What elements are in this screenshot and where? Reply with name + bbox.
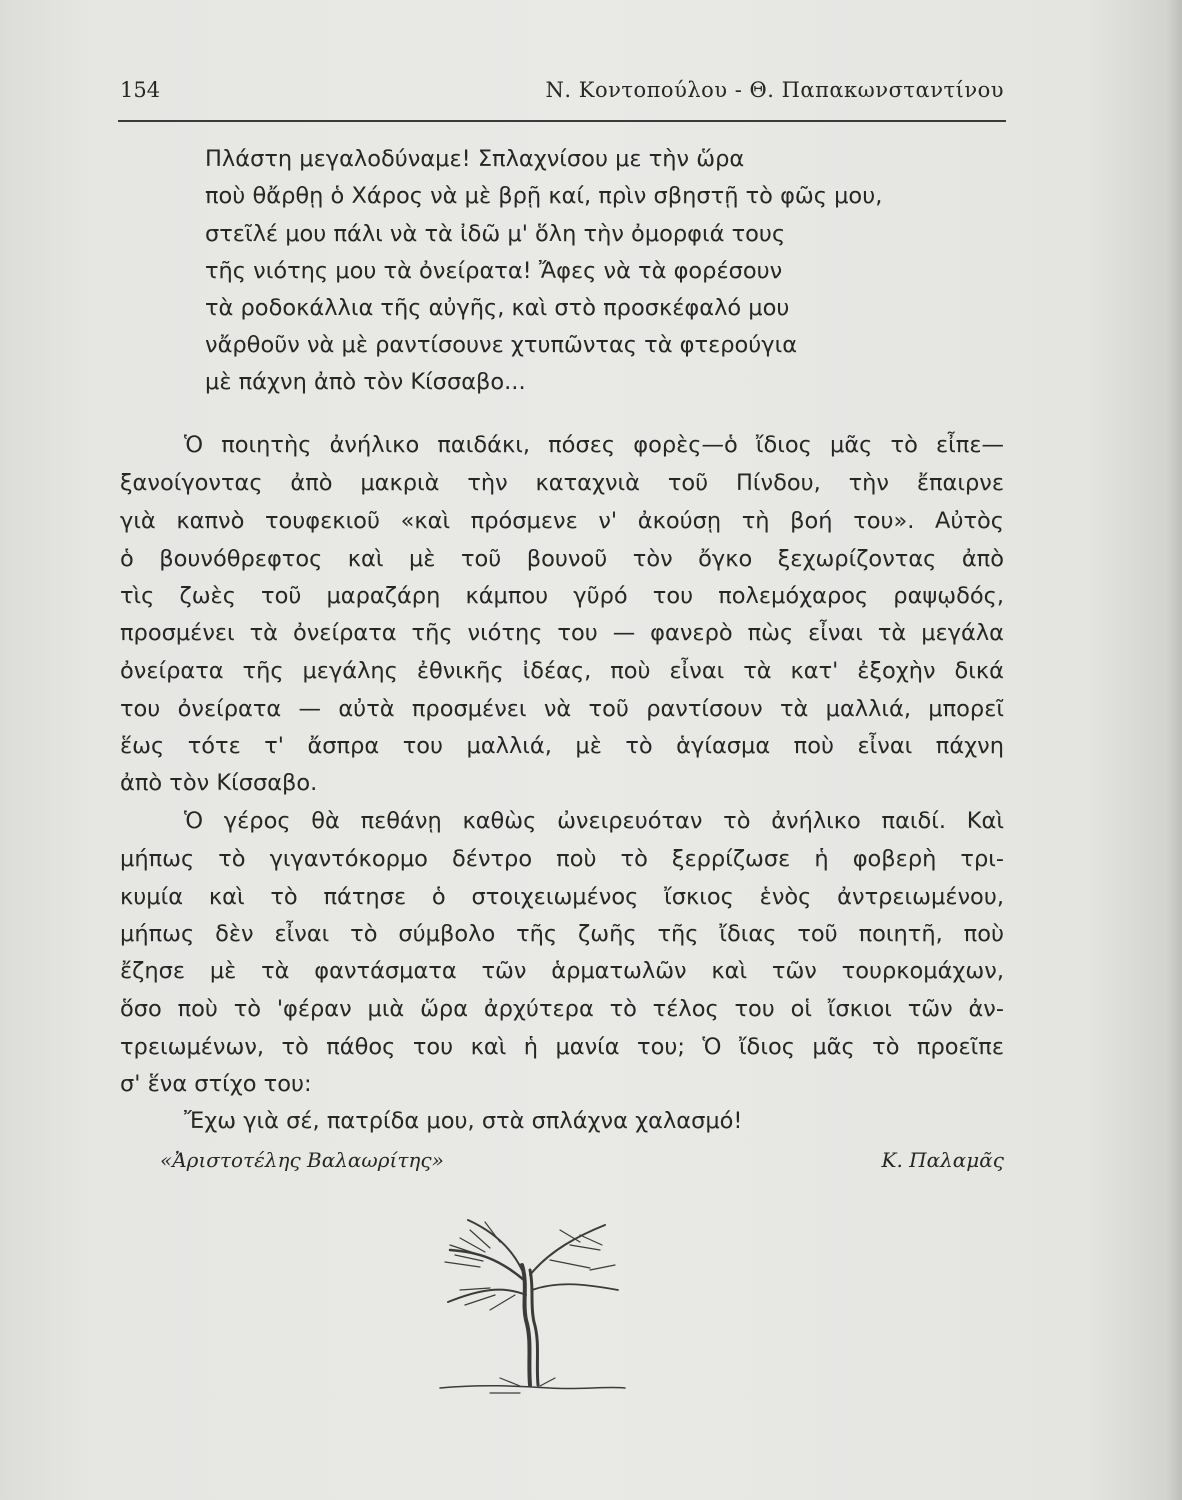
- poem-line: τὰ ροδοκάλλια τῆς αὐγῆς, καὶ στὸ προσκέφαλό μου: [205, 295, 790, 321]
- paragraph-line: σ' ἕνα στίχο του:: [120, 1071, 312, 1097]
- paragraph-line: ὁ βουνόθρεφτος καὶ μὲ τοῦ βουνοῦ τὸν ὄγκο ξεχωρίζοντας ἀπὸ: [120, 546, 1004, 572]
- paragraph-line: ὅσο ποὺ τὸ 'φέραν μιὰ ὥρα ἀρχύτερα τὸ τέλος του οἱ ἴσκιοι τῶν ἀν-: [120, 996, 1004, 1022]
- paragraph-line: ἀπὸ τὸν Κίσσαβο.: [120, 770, 318, 796]
- poem-line: τῆς νιότης μου τὰ ὀνείρατα! Ἄφες νὰ τὰ φορέσουν: [205, 258, 783, 284]
- paragraph-line: ξανοίγοντας ἀπὸ μακριὰ τὴν καταχνιὰ τοῦ Πίνδου, τὴν ἔπαιρνε: [120, 470, 1004, 496]
- quoted-verse: Ἔχω γιὰ σέ, πατρίδα μου, στὰ σπλάχνα χαλασμό!: [184, 1108, 743, 1134]
- paragraph-line: Ὁ γέρος θὰ πεθάνῃ καθὼς ὠνειρευόταν τὸ ἀνήλικο παιδί. Καὶ: [184, 808, 1004, 834]
- poem-line: μὲ πάχνη ἀπὸ τὸν Κίσσαβο...: [205, 369, 526, 395]
- poem-line: νἄρθοῦν νὰ μὲ ραντίσουνε χτυπῶντας τὰ φτερούγια: [205, 332, 798, 358]
- attribution-source: «Ἀριστοτέλης Βαλαωρίτης»: [160, 1148, 444, 1172]
- paragraph-line: γιὰ καπνὸ τουφεκιοῦ «καὶ πρόσμενε ν' ἀκούσῃ τὴ βοή του». Αὐτὸς: [120, 508, 1004, 534]
- running-title: Ν. Κοντοπούλου - Θ. Παπακωνσταντίνου: [545, 78, 1004, 102]
- paragraph-line: κυμία καὶ τὸ πάτησε ὁ στοιχειωμένος ἴσκιος ἑνὸς ἀντρειωμένου,: [120, 884, 1004, 910]
- paragraph-line: μήπως δὲν εἶναι τὸ σύμβολο τῆς ζωῆς τῆς ἴδιας τοῦ ποιητῆ, ποὺ: [120, 921, 1004, 947]
- page-header: [120, 78, 1004, 114]
- windswept-tree-illustration: [430, 1190, 630, 1400]
- paragraph-line: προσμένει τὰ ὀνείρατα τῆς νιότης του — φανερὸ πὼς εἶναι τὰ μεγάλα: [120, 620, 1004, 646]
- paragraph-line: ὀνείρατα τῆς μεγάλης ἐθνικῆς ἰδέας, ποὺ εἶναι τὰ κατ' ἐξοχὴν δικά: [120, 658, 1004, 684]
- paragraph-line: μήπως τὸ γιγαντόκορμο δέντρο ποὺ τὸ ξερρίζωσε ἡ φοβερὴ τρι-: [120, 846, 1004, 872]
- header-rule: [118, 120, 1006, 122]
- poem-line: στεῖλέ μου πάλι νὰ τὰ ἰδῶ μ' ὅλη τὴν ὀμορφιά τους: [205, 221, 786, 247]
- paragraph-line: τὶς ζωὲς τοῦ μαραζάρη κάμπου γῦρό του πολεμόχαρος ραψῳδός,: [120, 583, 1004, 609]
- poem-line: Πλάστη μεγαλοδύναμε! Σπλαχνίσου με τὴν ὥρα: [205, 146, 745, 172]
- poem-line: ποὺ θἄρθῃ ὁ Χάρος νὰ μὲ βρῇ καί, πρὶν σβηστῇ τὸ φῶς μου,: [205, 183, 883, 209]
- paragraph-line: Ὁ ποιητὴς ἀνήλικο παιδάκι, πόσες φορὲς—ὁ ἴδιος μᾶς τὸ εἶπε—: [184, 432, 1004, 458]
- paragraph-line: τρειωμένων, τὸ πάθος του καὶ ἡ μανία του; Ὁ ἴδιος μᾶς τὸ προεῖπε: [120, 1034, 1004, 1060]
- paragraph-line: του ὀνείρατα — αὐτὰ προσμένει νὰ τοῦ ραντίσουν τὰ μαλλιά, μπορεῖ: [120, 696, 1004, 722]
- paragraph-line: ἔζησε μὲ τὰ φαντάσματα τῶν ἁρματωλῶν καὶ τῶν τουρκομάχων,: [120, 958, 1004, 984]
- attribution-author: Κ. Παλαμᾶς: [881, 1148, 1004, 1172]
- paragraph-line: ἕως τότε τ' ἄσπρα του μαλλιά, μὲ τὸ ἁγίασμα ποὺ εἶναι πάχνη: [120, 733, 1004, 759]
- book-spine-shadow: [1164, 0, 1182, 1500]
- page-number: 154: [120, 78, 161, 102]
